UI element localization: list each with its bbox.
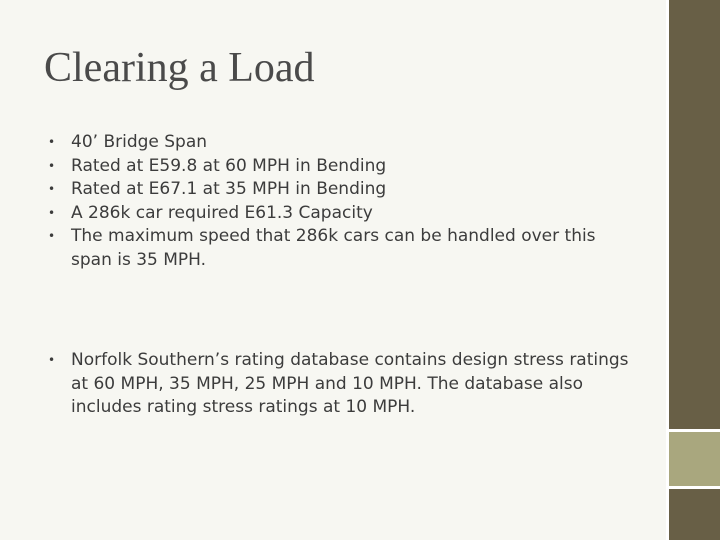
bullet-text: Rated at E67.1 at 35 MPH in Bending: [71, 179, 387, 199]
bullet-text: Rated at E59.8 at 60 MPH in Bending: [71, 155, 387, 176]
bullet-item: [48, 202, 638, 226]
bullet-list-secondary: [48, 349, 638, 420]
bullet-item: [48, 131, 638, 155]
sidebar-accent-block: [669, 432, 720, 486]
sidebar-accent-bottom-line: [669, 486, 720, 489]
bullet-list-primary: [48, 131, 638, 272]
bullet-text: Norfolk Southern’s rating database contains design stress ratings at 60 MPH, 35 MPH, 25 MPH and 10 MPH. The database also includes rating stress ratings at 10 MPH.: [71, 350, 629, 417]
bullet-text: The maximum speed that 286k cars can be handled over this span is 35 MPH.: [71, 226, 596, 270]
bullet-dot-icon: •: [48, 205, 56, 220]
bullet-item: [48, 349, 638, 420]
bullet-item: [48, 178, 638, 202]
bullet-item: [48, 225, 638, 272]
bullet-dot-icon: •: [48, 229, 56, 243]
bullet-text: A 286k car required E61.3 Capacity: [71, 202, 373, 223]
bullet-item: [48, 155, 638, 179]
bullet-text: 40’ Bridge Span: [71, 132, 208, 152]
bullet-dot-icon: •: [48, 182, 56, 196]
slide-title: Clearing a Load: [44, 45, 315, 91]
bullet-dot-icon: •: [48, 353, 56, 367]
bullet-dot-icon: •: [48, 158, 56, 173]
bullet-dot-icon: •: [48, 135, 56, 149]
